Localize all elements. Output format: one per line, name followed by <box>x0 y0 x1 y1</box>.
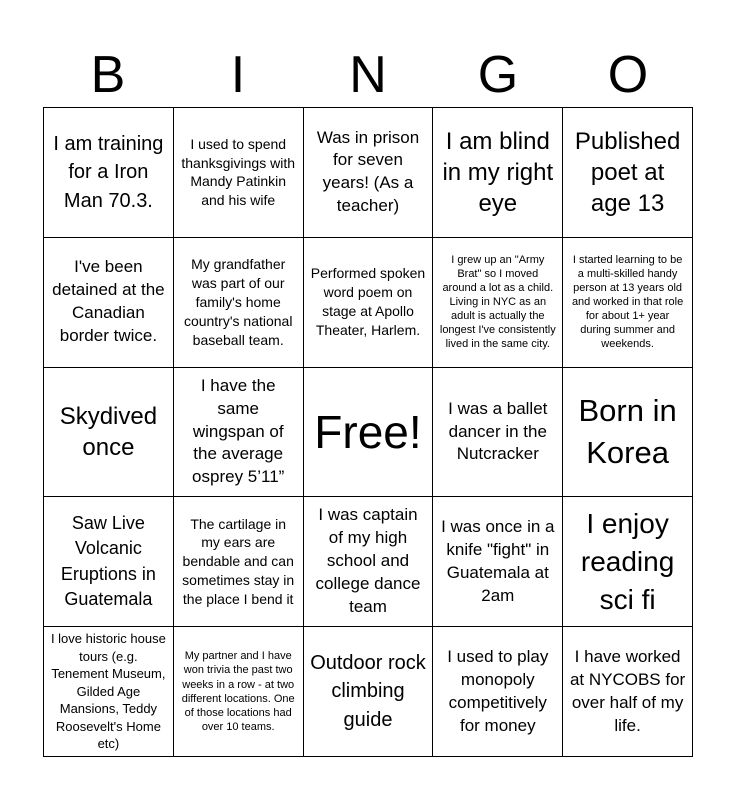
cell-text: My grandfather was part of our family's home country's national baseball team. <box>183 255 293 348</box>
cell-text: I was captain of my high school and college dance team <box>315 505 421 617</box>
bingo-cell-r4-c3[interactable] <box>304 497 434 627</box>
cell-text: I have worked at NYCOBS for over half of my life. <box>569 646 686 735</box>
cell-text: Was in prison for seven years! (As a teacher) <box>316 127 420 216</box>
cell-text: Skydived once <box>59 402 158 461</box>
cell-text: Saw Live Volcanic Eruptions in Guatemala <box>60 512 156 610</box>
header-letter-o: O <box>607 46 649 104</box>
bingo-cell-r2-c1[interactable] <box>44 238 174 368</box>
bingo-cell-free[interactable] <box>304 368 434 498</box>
free-space-text: Free! <box>314 405 422 458</box>
bingo-cell-r4-c4[interactable] <box>433 497 563 627</box>
cell-text: I have the same wingspan of the average osprey 5’11” <box>192 375 285 487</box>
cell-text: I was once in a knife "fight" in Guatemala at 2am <box>441 516 555 605</box>
cell-text: Born in Korea <box>578 393 677 470</box>
bingo-cell-r5-c5[interactable] <box>563 627 693 757</box>
bingo-cell-r3-c1[interactable] <box>44 368 174 498</box>
header-letter-b: B <box>90 46 126 104</box>
bingo-cell-r3-c5[interactable] <box>563 368 693 498</box>
header-letter-g: G <box>477 46 519 104</box>
cell-text: I've been detained at the Canadian border twice. <box>52 257 165 346</box>
bingo-cell-r4-c1[interactable] <box>44 497 174 627</box>
cell-text: I used to spend thanksgivings with Mandy Patinkin and his wife <box>181 135 295 209</box>
bingo-cell-r2-c4[interactable] <box>433 238 563 368</box>
cell-text: I used to play monopoly competitively for money <box>447 646 549 735</box>
cell-text: Published poet at age 13 <box>574 127 681 217</box>
cell-text: Performed spoken word poem on stage at Apollo Theater, Harlem. <box>310 265 426 339</box>
bingo-cell-r2-c3[interactable] <box>304 238 434 368</box>
bingo-cell-r5-c2[interactable] <box>174 627 304 757</box>
header-letter-i: I <box>230 46 246 104</box>
cell-text: The cartilage in my ears are bendable and can sometimes stay in the place I bend it <box>182 515 295 608</box>
cell-text: I was a ballet dancer in the Nutcracker <box>448 398 548 464</box>
header-letter-n: N <box>349 46 387 104</box>
bingo-cell-r2-c5[interactable] <box>563 238 693 368</box>
bingo-cell-r2-c2[interactable] <box>174 238 304 368</box>
cell-text: I started learning to be a multi-skilled handy person at 13 years old and worked in that role for about 1+ year during summer and weekends. <box>571 253 684 351</box>
bingo-cell-r1-c5[interactable] <box>563 108 693 238</box>
cell-text: I am blind in my right eye <box>442 127 554 217</box>
bingo-cell-r5-c4[interactable] <box>433 627 563 757</box>
bingo-cell-r3-c2[interactable] <box>174 368 304 498</box>
bingo-cell-r4-c5[interactable] <box>563 497 693 627</box>
bingo-cell-r3-c4[interactable] <box>433 368 563 498</box>
cell-text: Outdoor rock climbing guide <box>310 652 426 731</box>
cell-text: My partner and I have won trivia the past two weeks in a row - at two different locations. One of those locations had over 10 teams. <box>181 650 295 733</box>
bingo-cell-r5-c3[interactable] <box>304 627 434 757</box>
bingo-header <box>43 44 693 106</box>
bingo-cell-r1-c4[interactable] <box>433 108 563 238</box>
bingo-cell-r4-c2[interactable] <box>174 497 304 627</box>
bingo-cell-r1-c2[interactable] <box>174 108 304 238</box>
cell-text: I enjoy reading sci fi <box>580 508 675 615</box>
cell-text: I grew up an "Army Brat" so I moved around a lot as a child. Living in NYC as an adult is actually the longest I've consistently lived in the same city. <box>439 253 556 351</box>
bingo-cell-r5-c1[interactable] <box>44 627 174 757</box>
bingo-cell-r1-c1[interactable] <box>44 108 174 238</box>
cell-text: I love historic house tours (e.g. Tenement Museum, Gilded Age Mansions, Teddy Roosevelt's Home etc) <box>50 631 166 752</box>
cell-text: I am training for a Iron Man 70.3. <box>53 132 164 212</box>
bingo-board <box>43 107 693 757</box>
bingo-cell-r1-c3[interactable] <box>304 108 434 238</box>
